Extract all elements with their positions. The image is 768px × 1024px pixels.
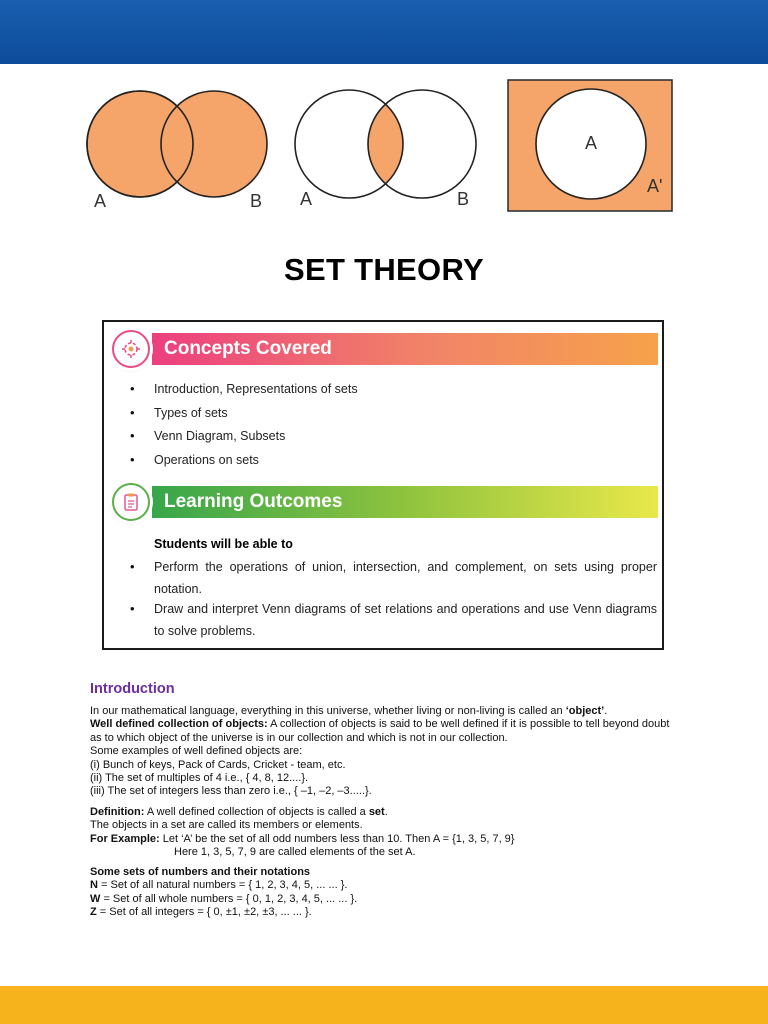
venn-intersection-label-b: B (457, 189, 470, 209)
venn-complement-diagram (506, 78, 676, 216)
examples-intro: Some examples of well defined objects are: (90, 745, 303, 758)
outcomes-list (104, 560, 662, 644)
integers-line: Z = Set of all integers = { 0, ±1, ±2, ±3, ... ... }. (90, 906, 312, 919)
example-item: (i) Bunch of keys, Pack of Cards, Cricket - team, etc. (90, 758, 346, 771)
summary-box (102, 320, 664, 650)
object-paragraph: In our mathematical language, everything in this universe, whether living or non-living is called an ‘object’. (90, 705, 608, 717)
venn-union-label-a: A (94, 191, 107, 211)
list-item: • Venn Diagram, Subsets (104, 429, 358, 453)
definition-section (90, 806, 682, 860)
venn-union-label-b: B (250, 191, 263, 211)
gear-brain-icon (112, 330, 150, 368)
list-item: • Types of sets (104, 406, 358, 430)
number-sets-heading: Some sets of numbers and their notations (90, 866, 311, 878)
list-item: • Perform the operations of union, intersection, and complement, on sets using proper notation. (104, 556, 662, 600)
number-sets-section (90, 866, 682, 920)
definition-line: Definition: A well defined collection of objects is called a set. (90, 806, 388, 818)
outcomes-banner: Learning Outcomes (152, 486, 658, 518)
example-item: (ii) The set of multiples of 4 i.e., { 4, 8, 12....}. (90, 772, 309, 785)
concepts-banner: Concepts Covered (152, 333, 658, 365)
venn-intersection-label-a: A (300, 189, 313, 209)
header-bar (0, 0, 768, 64)
concepts-list (104, 382, 358, 476)
outcomes-lead: Students will be able to (154, 537, 293, 551)
venn-complement-label-a-prime: A' (647, 176, 663, 196)
list-item: • Operations on sets (104, 453, 358, 477)
clipboard-icon (112, 483, 150, 521)
venn-union-diagram (80, 78, 280, 218)
natural-numbers-line: N = Set of all natural numbers = { 1, 2, 3, 4, 5, ... ... }. (90, 879, 348, 892)
example-item: (iii) The set of integers less than zero i.e., { –1, –2, –3.....}. (90, 785, 372, 798)
list-item: • Introduction, Representations of sets (104, 382, 358, 406)
list-item: • Draw and interpret Venn diagrams of set relations and operations and use Venn diagrams to solve problems. (104, 598, 662, 642)
whole-numbers-line: W = Set of all whole numbers = { 0, 1, 2, 3, 4, 5, ... ... }. (90, 892, 358, 905)
page-title: SET THEORY (284, 252, 484, 287)
elements-line: Here 1, 3, 5, 7, 9 are called elements of the set A. (174, 846, 416, 859)
introduction-body (90, 705, 682, 799)
members-line: The objects in a set are called its members or elements. (90, 819, 363, 832)
well-defined-paragraph: Well defined collection of objects: A collection of objects is said to be well defined if it is possible to tell beyond doubt as to which object of the universe is in our collection and which is not in our collection. (90, 718, 670, 744)
footer-bar (0, 986, 768, 1024)
introduction-heading: Introduction (90, 681, 175, 697)
venn-intersection-diagram (290, 78, 490, 218)
venn-complement-label-a: A (585, 133, 598, 153)
for-example-line: For Example: Let ‘A’ be the set of all odd numbers less than 10. Then A = {1, 3, 5, 7, 9} (90, 832, 515, 845)
